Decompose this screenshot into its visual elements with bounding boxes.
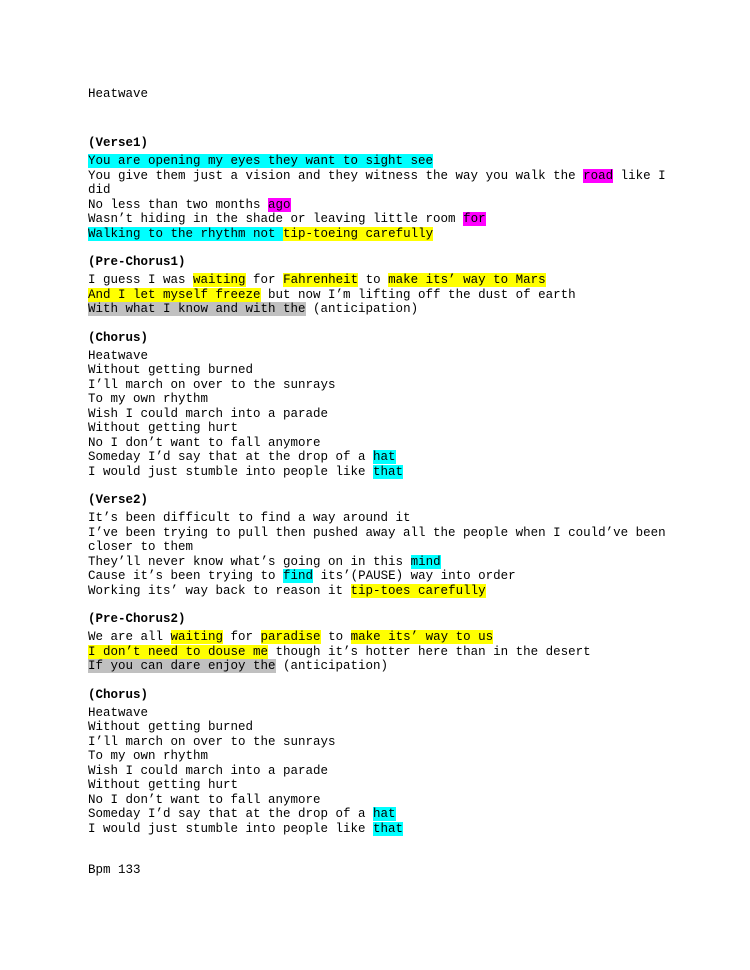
bpm-note: Bpm 133 [88,863,141,877]
lyric-text: Wasn’t hiding in the shade or leaving little room [88,212,464,226]
highlighted-text: make its’ way to Mars [388,273,546,287]
section-header: (Pre-Chorus2) [88,612,186,626]
lyric-line [88,555,668,570]
lyric-line [88,720,668,735]
lyrics-body [88,136,674,850]
lyric-text: I would just stumble into people like [88,464,374,479]
section-header: (Verse2) [88,493,149,507]
lyric-section [88,493,674,598]
lyric-line [88,735,668,750]
highlighted-text: tip-toeing carefully [283,226,434,241]
lyric-line [88,378,668,393]
lyric-line [88,392,668,407]
highlighted-text: waiting [170,630,224,644]
lyric-line [88,450,668,465]
section-header: (Chorus) [88,330,149,345]
section-header: (Chorus) [88,687,149,702]
lyric-section [88,255,668,317]
lyric-text: Working its’ way back to reason it [88,583,351,598]
lyric-line [88,706,668,721]
lyric-text: To my own rhythm [88,392,209,406]
lyric-line [88,822,668,837]
lyric-line [88,436,668,451]
lyric-line [88,778,668,793]
highlighted-text: Fahrenheit [283,273,359,287]
lyric-line [88,659,668,674]
highlighted-text: make its’ way to us [350,630,494,644]
lyric-text: Cause it’s been trying to [88,569,284,583]
lyric-line [88,168,674,198]
highlighted-text: And I let myself freeze [88,287,261,302]
lyric-text: It’s been difficult to find a way around it [88,511,411,525]
lyric-line [88,525,674,555]
highlighted-text: ago [268,197,291,212]
highlighted-text: road [583,168,614,183]
lyric-text: Wish I could march into a parade [88,406,329,421]
section-header: (Verse1) [88,136,149,150]
lyric-text: Heatwave [88,705,149,720]
highlighted-text: find [283,569,314,583]
lyric-text: to [358,273,389,287]
lyric-text: I guess I was [88,273,194,287]
lyric-line [88,302,668,317]
lyric-text: Without getting hurt [88,778,239,792]
lyric-text: Without getting hurt [88,421,239,435]
section-header: (Pre-Chorus1) [88,255,186,269]
lyric-line [88,630,668,645]
lyric-line [88,288,668,303]
lyric-line [88,645,668,660]
lyric-text: I would just stumble into people like [88,821,374,836]
lyric-line [88,212,668,227]
lyric-line [88,749,668,764]
lyric-line [88,227,668,242]
lyric-text: We are all [88,630,171,644]
highlighted-text: tip-toes carefully [350,583,486,598]
lyric-line [88,363,668,378]
lyric-section [88,331,668,480]
lyric-line [88,584,668,599]
lyric-text: though it’s hotter here than in the desert [268,644,591,659]
lyric-text: for [223,630,261,644]
highlighted-text: that [373,464,404,479]
lyric-section [88,612,668,674]
lyric-line [88,764,668,779]
lyric-text: Heatwave [88,348,149,363]
lyric-section [88,688,668,837]
lyric-line [88,465,668,480]
lyric-line [88,198,668,213]
lyric-text: but now I’m lifting off the dust of earth [260,287,576,302]
lyric-text: Wish I could march into a parade [88,763,329,778]
highlighted-text: for [463,212,486,226]
lyric-text: You give them just a vision and they witness the way you walk the [88,168,584,183]
lyric-text: its’(PAUSE) way into order [313,569,516,583]
lyric-text: No less than two months [88,197,269,212]
lyric-text: To my own rhythm [88,749,209,763]
highlighted-text: that [373,821,404,836]
lyric-line [88,793,668,808]
lyric-text: No I don’t want to fall anymore [88,435,321,450]
highlighted-text: hat [373,807,396,821]
highlighted-text: With what I know and with the [88,302,306,316]
highlighted-text: I don’t need to douse me [88,644,269,659]
lyric-line [88,407,668,422]
highlighted-text: waiting [193,273,246,287]
lyric-text: like I did [88,168,674,197]
lyric-text: for [245,273,284,287]
highlighted-text: paradise [260,630,321,644]
highlighted-text: If you can dare enjoy the [88,659,276,673]
lyric-text: (anticipation) [305,302,419,316]
lyric-line [88,569,668,584]
lyric-line [88,511,668,526]
lyric-line [88,273,668,288]
highlighted-text: You are opening my eyes they want to sight see [88,154,434,168]
highlighted-text: hat [373,450,396,464]
song-title: Heatwave [88,87,149,101]
lyric-line [88,349,668,364]
lyric-text: Someday I’d say that at the drop of a [88,450,374,464]
lyric-line [88,807,668,822]
highlighted-text: mind [410,554,441,569]
lyric-section [88,136,674,241]
lyric-text: I’ll march on over to the sunrays [88,377,336,392]
lyric-text: Someday I’d say that at the drop of a [88,807,374,821]
lyric-line [88,421,668,436]
lyric-text: to [320,630,351,644]
lyric-text: They’ll never know what’s going on in this [88,554,411,569]
lyric-text: I’ve been trying to pull then pushed away all the people when I could’ve been closer to them [88,525,674,554]
lyric-text: (anticipation) [275,659,389,673]
lyric-text: I’ll march on over to the sunrays [88,734,336,749]
lyric-text: Without getting burned [88,720,254,734]
lyric-line [88,154,668,169]
lyric-text: No I don’t want to fall anymore [88,792,321,807]
highlighted-text: Walking to the rhythm not [88,226,284,241]
lyric-text: Without getting burned [88,363,254,377]
